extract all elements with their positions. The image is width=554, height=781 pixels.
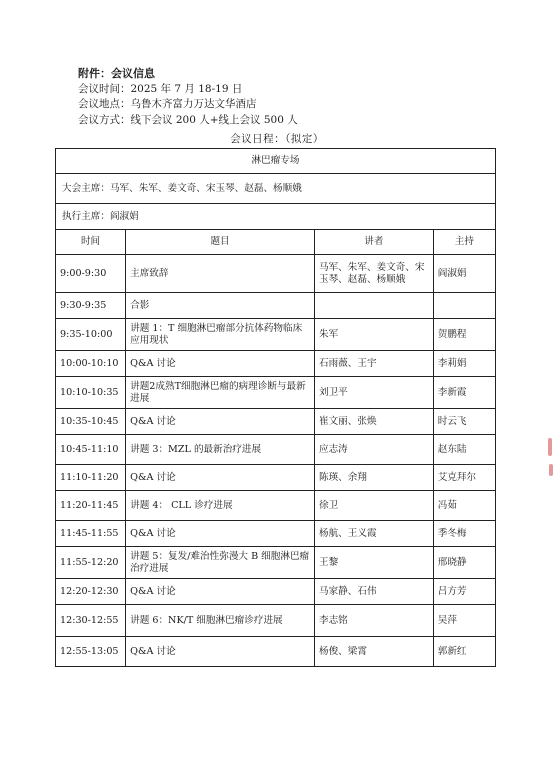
session-topic: 讲题 6：NK/T 细胞淋巴瘤诊疗进展 bbox=[126, 605, 315, 637]
session-time: 11:55-12:20 bbox=[56, 547, 126, 579]
col-header-speaker: 讲者 bbox=[314, 230, 433, 255]
schedule-caption: 会议日程：（拟定） bbox=[230, 133, 324, 145]
meeting-place: 会议地点：乌鲁木齐富力万达文华酒店 bbox=[78, 98, 257, 110]
session-speaker: 王黎 bbox=[314, 547, 433, 579]
session-topic: 讲题2成熟T细胞淋巴瘤的病理诊断与最新进展 bbox=[126, 377, 315, 409]
schedule-row bbox=[56, 491, 496, 521]
session-time: 12:20-12:30 bbox=[56, 579, 126, 605]
session-time: 12:55-13:05 bbox=[56, 637, 126, 667]
schedule-row bbox=[56, 547, 496, 579]
session-host: 艾克拜尔 bbox=[433, 465, 495, 491]
schedule-row bbox=[56, 637, 496, 667]
schedule-row bbox=[56, 521, 496, 547]
session-host: 阎淑娟 bbox=[433, 255, 495, 293]
schedule-row bbox=[56, 605, 496, 637]
session-host bbox=[433, 293, 495, 319]
session-speaker: 刘卫平 bbox=[314, 377, 433, 409]
session-topic: Q&A 讨论 bbox=[126, 409, 315, 435]
session-speaker: 应志涛 bbox=[314, 435, 433, 465]
session-host: 时云飞 bbox=[433, 409, 495, 435]
section-title: 淋巴瘤专场 bbox=[56, 149, 496, 174]
meeting-time: 会议时间：2025 年 7 月 18-19 日 bbox=[78, 82, 243, 95]
schedule-row bbox=[56, 377, 496, 409]
session-time: 10:00-10:10 bbox=[56, 351, 126, 377]
session-topic: Q&A 讨论 bbox=[126, 521, 315, 547]
session-topic: 讲题 3：MZL 的最新治疗进展 bbox=[126, 435, 315, 465]
session-time: 10:45-11:10 bbox=[56, 435, 126, 465]
session-speaker: 马家静、石伟 bbox=[314, 579, 433, 605]
col-header-topic: 题目 bbox=[126, 230, 315, 255]
session-host: 邢晓静 bbox=[433, 547, 495, 579]
session-speaker: 石雨薇、王宇 bbox=[314, 351, 433, 377]
session-topic: 主席致辞 bbox=[126, 255, 315, 293]
session-host: 冯茹 bbox=[433, 491, 495, 521]
col-header-host: 主持 bbox=[433, 230, 495, 255]
col-header-time: 时间 bbox=[56, 230, 126, 255]
schedule-row bbox=[56, 409, 496, 435]
session-topic: 讲题 1：T 细胞淋巴瘤部分抗体药物临床应用现状 bbox=[126, 319, 315, 351]
session-time: 9:35-10:00 bbox=[56, 319, 126, 351]
schedule-row bbox=[56, 293, 496, 319]
schedule-table bbox=[55, 148, 496, 667]
session-host: 吴萍 bbox=[433, 605, 495, 637]
schedule-row bbox=[56, 465, 496, 491]
session-speaker: 马军、朱军、姜文奇、宋玉琴、赵磊、杨顺娥 bbox=[314, 255, 433, 293]
session-host: 李新霞 bbox=[433, 377, 495, 409]
session-topic: Q&A 讨论 bbox=[126, 637, 315, 667]
schedule-row bbox=[56, 579, 496, 605]
section-row bbox=[56, 149, 496, 174]
session-topic: Q&A 讨论 bbox=[126, 351, 315, 377]
red-stamp-mark bbox=[549, 464, 553, 476]
schedule-row bbox=[56, 351, 496, 377]
session-speaker: 杨航、王义霞 bbox=[314, 521, 433, 547]
session-time: 9:00-9:30 bbox=[56, 255, 126, 293]
column-header-row bbox=[56, 230, 496, 255]
chairs-text: 大会主席：马军、朱军、姜文奇、宋玉琴、赵磊、杨顺娥 bbox=[56, 174, 496, 204]
session-host: 吕方芳 bbox=[433, 579, 495, 605]
session-speaker bbox=[314, 293, 433, 319]
schedule-row bbox=[56, 319, 496, 351]
chairs-row bbox=[56, 174, 496, 204]
session-host: 季冬梅 bbox=[433, 521, 495, 547]
session-time: 10:10-10:35 bbox=[56, 377, 126, 409]
meeting-info-header bbox=[78, 66, 298, 128]
session-speaker: 崔文丽、张焕 bbox=[314, 409, 433, 435]
session-speaker: 陈瑛、余翔 bbox=[314, 465, 433, 491]
session-topic: Q&A 讨论 bbox=[126, 579, 315, 605]
session-speaker: 朱军 bbox=[314, 319, 433, 351]
session-host: 李莉娟 bbox=[433, 351, 495, 377]
session-host: 郭新红 bbox=[433, 637, 495, 667]
session-speaker: 杨俊、梁霄 bbox=[314, 637, 433, 667]
session-host: 贺鹏程 bbox=[433, 319, 495, 351]
session-host: 赵东陆 bbox=[433, 435, 495, 465]
session-time: 12:30-12:55 bbox=[56, 605, 126, 637]
session-speaker: 徐卫 bbox=[314, 491, 433, 521]
session-topic: 合影 bbox=[126, 293, 315, 319]
session-time: 10:35-10:45 bbox=[56, 409, 126, 435]
red-stamp-mark bbox=[548, 438, 552, 456]
exec-chair-text: 执行主席：阎淑娟 bbox=[56, 204, 496, 230]
session-topic: Q&A 讨论 bbox=[126, 465, 315, 491]
schedule-row bbox=[56, 435, 496, 465]
session-topic: 讲题 5：复发/难治性弥漫大 B 细胞淋巴瘤治疗进展 bbox=[126, 547, 315, 579]
attachment-title: 附件：会议信息 bbox=[78, 67, 155, 80]
session-time: 11:10-11:20 bbox=[56, 465, 126, 491]
session-time: 11:45-11:55 bbox=[56, 521, 126, 547]
meeting-mode: 会议方式：线下会议 200 人+线上会议 500 人 bbox=[78, 113, 298, 126]
session-time: 11:20-11:45 bbox=[56, 491, 126, 521]
session-speaker: 李志铭 bbox=[314, 605, 433, 637]
schedule-row bbox=[56, 255, 496, 293]
exec-chair-row bbox=[56, 204, 496, 230]
session-time: 9:30-9:35 bbox=[56, 293, 126, 319]
session-topic: 讲题 4： CLL 诊疗进展 bbox=[126, 491, 315, 521]
